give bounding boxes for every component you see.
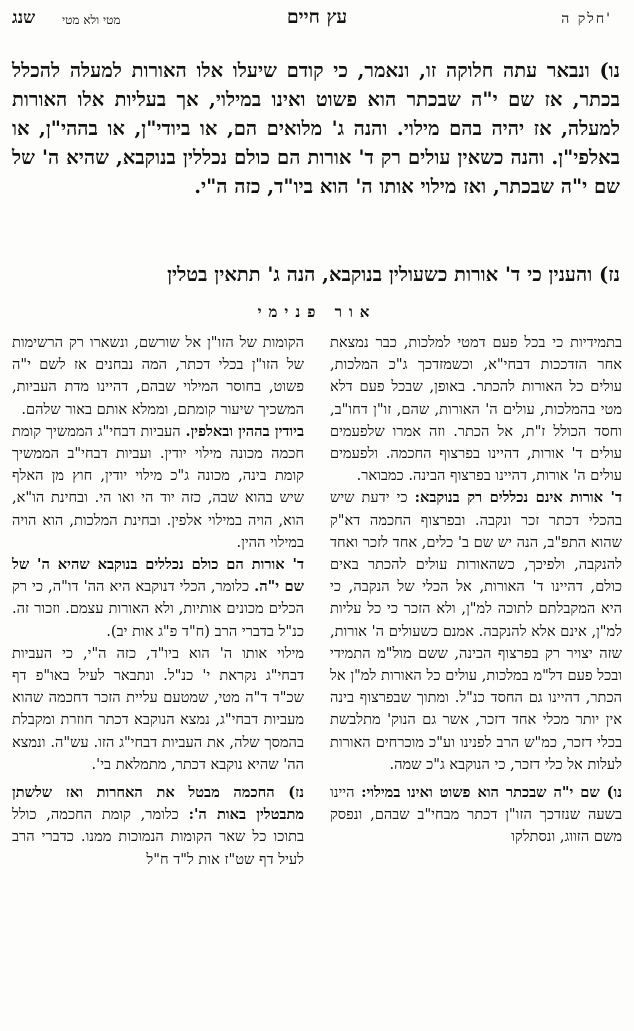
commentary-block <box>12 643 304 776</box>
paragraph-body: והענין כי ד' אורות כשעולין בנוקבא, הנה ג' תתאין בטלין <box>167 263 593 286</box>
commentary-text: העביות דבחי"ג הממשיך קומת חכמה מכונה מילוי יודין. ועביות דבחי"ב הממשיך קומת בינה, מכונה ג"כ מילוי יודין, חוץ מן האלף שיש בהוא שבה, כזה יוד הי ואו הי. ובחינת הו"א, הוא, הויה במילוי אלפין. ובחינת המלכות, הוא הויה במילוי ההין. <box>12 422 304 551</box>
commentary-text: מילוי אותו ה' הוא ביו"ד, כזה ה"י, כי העביות דבחי"ג נקראת י' כנ"ל. ונתבאר לעיל באו"פ דף שכ"ד ד"ה מטי, שמטעם עליית הזכר דחכמה שהוא מעביות דבחי"ג, נמצא הנוקבא דכתר חוזרת ומקבלת בהמסך שלה, את העביות דבחי"ג הזו. עש"ה. ונמצא הה' שהיא נוקבא דכתר, מתמלאת בי'. <box>12 644 304 773</box>
commentary-block <box>330 487 622 776</box>
commentary-column-right <box>330 332 622 849</box>
folio-number: שנג <box>12 8 36 28</box>
commentary-text: כלומר, הכלי דנוקבא היא הה' דו"ה, כי רק הכלים מכונים אותיות, ולא האורות עצמם. וזכור זה. כנ"ל בדברי הרב (ח"ד פ"ג אות יב). <box>12 578 304 640</box>
commentary-block <box>330 782 622 849</box>
paragraph-number: נז) <box>598 263 620 286</box>
commentary-lemma: ביודין בההין ובאלפין. <box>185 422 305 440</box>
commentary-column-left <box>12 332 304 871</box>
commentary-lemma: נו) שם י"ה שבכתר הוא פשוט ואינו במילוי: <box>361 784 623 802</box>
commentary-text: כלומר, קומת החכמה, כולל בתוכו כל שאר הקומות הנמוכות ממנו. כדברי הרב לעיל דף שט"ז אות ל"ד ח"ל <box>12 806 304 868</box>
commentary-text: בתמידיות כי בכל פעם דמטי למלכות, כבר נמצאת אחר הזדככות דבחי"א, וכשמזדכך ג"כ המלכות, עולים כל האורות להכתר. באופן, שבכל פעם דלא מטי בהמלכות, עולים ה' האורות, שהם, זו"ן דחו"ב, וחסד הכולל ז"ת, אל הכתר. וזה אמרו שלפעמים עולים ד' אורות, דהיינו בפרצוף החכמה. ולפעמים עולים ה' אורות, דהיינו בפרצוף הבינה. כמבואר. <box>330 334 622 485</box>
commentary-title: אור פנימי <box>257 303 377 321</box>
paragraph-56 <box>12 56 620 201</box>
running-header <box>12 6 622 34</box>
commentary-lemma: נז) החכמה מבטל את האחרות ואז שלשתן מתבטלין באות ה': <box>12 784 304 824</box>
main-text <box>12 56 620 201</box>
commentary-block <box>330 332 622 487</box>
section-label: חלק ה' <box>561 11 612 27</box>
commentary-text: הקומות של הזו"ן אל שורשם, ונשארו רק הרשימות של הזו"ן בכלי דכתר, המה נבחנים אז לשם י"ה פשוט, בחוסר המילוי שבהם, דהיינו מדת העביות, המשכיך שיעור קומתם, וממלא אותם באור שלהם. <box>12 334 304 418</box>
commentary-lemma: ד' אורות הם כולם נכללים בנוקבא שהיא ה' של שם י"ה. <box>12 556 304 596</box>
commentary-block <box>12 554 304 643</box>
paragraph-57 <box>12 260 620 289</box>
book-title: עץ חיים <box>286 6 348 28</box>
commentary-text: כי ידעת שיש בהכלי דכתר זכר ונקבה. ובפרצוף החכמה דא"ק שהוא התפ"ב, הנה יש שם ב' כלים, אחד לזכר ואחד להנקבה, ולפיכך, כשהאורות עולים להכתר באים כולם, דהיינו ד' האורות, אל הכלי של הנקבה, כי היא המקבלתם לתוכה למ"ן, ולא הזכר כי כל עליות למ"ן, אינם אלא להנקבה. אמנם כשעולים ה' אורות, שזה יצויר רק בפרצוף הבינה, ששם מול"מ התמידי ובכל פעם דל"מ במלכות, עולים כל האורות למ"ן אל הכתר, דהיינו גם החסד כנ"ל. ומתוך שבפרצוף בינה אין יותר מכלי אחד דזכר, אשר גם הנוק' מתלבשת בכלי דזכר, כמ"ש הרב לפנינו וע"כ מוכרחים האורות לעלות אל כלי דזכר, כי הנוקבא ג"כ שמה. <box>330 489 622 773</box>
paragraph-body: ונבאר עתה חלוקה זו, ונאמר, כי קודם שיעלו אלו האורות למעלה להכלל בכתר, אז שם י"ה שבכתר הוא פשוט ואינו במילוי, אך בעליות אלו האורות למעלה, אז יהיה בהם מילוי. והנה ג' מלואים הם, או ביודי"ן, או בההי"ן, או באלפי"ן. והנה כשאין עולים רק ד' אורות הם כולם נכללין בנוקבא, שהיא ה' של שם י"ה שבכתר, ואז מילוי אותו ה' הוא ביו"ד, כזה ה"י. <box>12 59 620 198</box>
commentary-block <box>12 332 304 421</box>
commentary-lemma: ד' אורות אינם נכללים רק בנוקבא: <box>414 489 623 507</box>
commentary-text: היינו בשעה שנזדכך הזו"ן דכתר מבחי"ב שבהם, ונפסק משם הזווג, ונסתלקו <box>330 784 622 846</box>
paragraph-number: נו) <box>599 59 620 82</box>
commentary-block <box>12 421 304 554</box>
running-topic: מטי ולא מטי <box>62 13 121 27</box>
commentary-block <box>12 782 304 871</box>
